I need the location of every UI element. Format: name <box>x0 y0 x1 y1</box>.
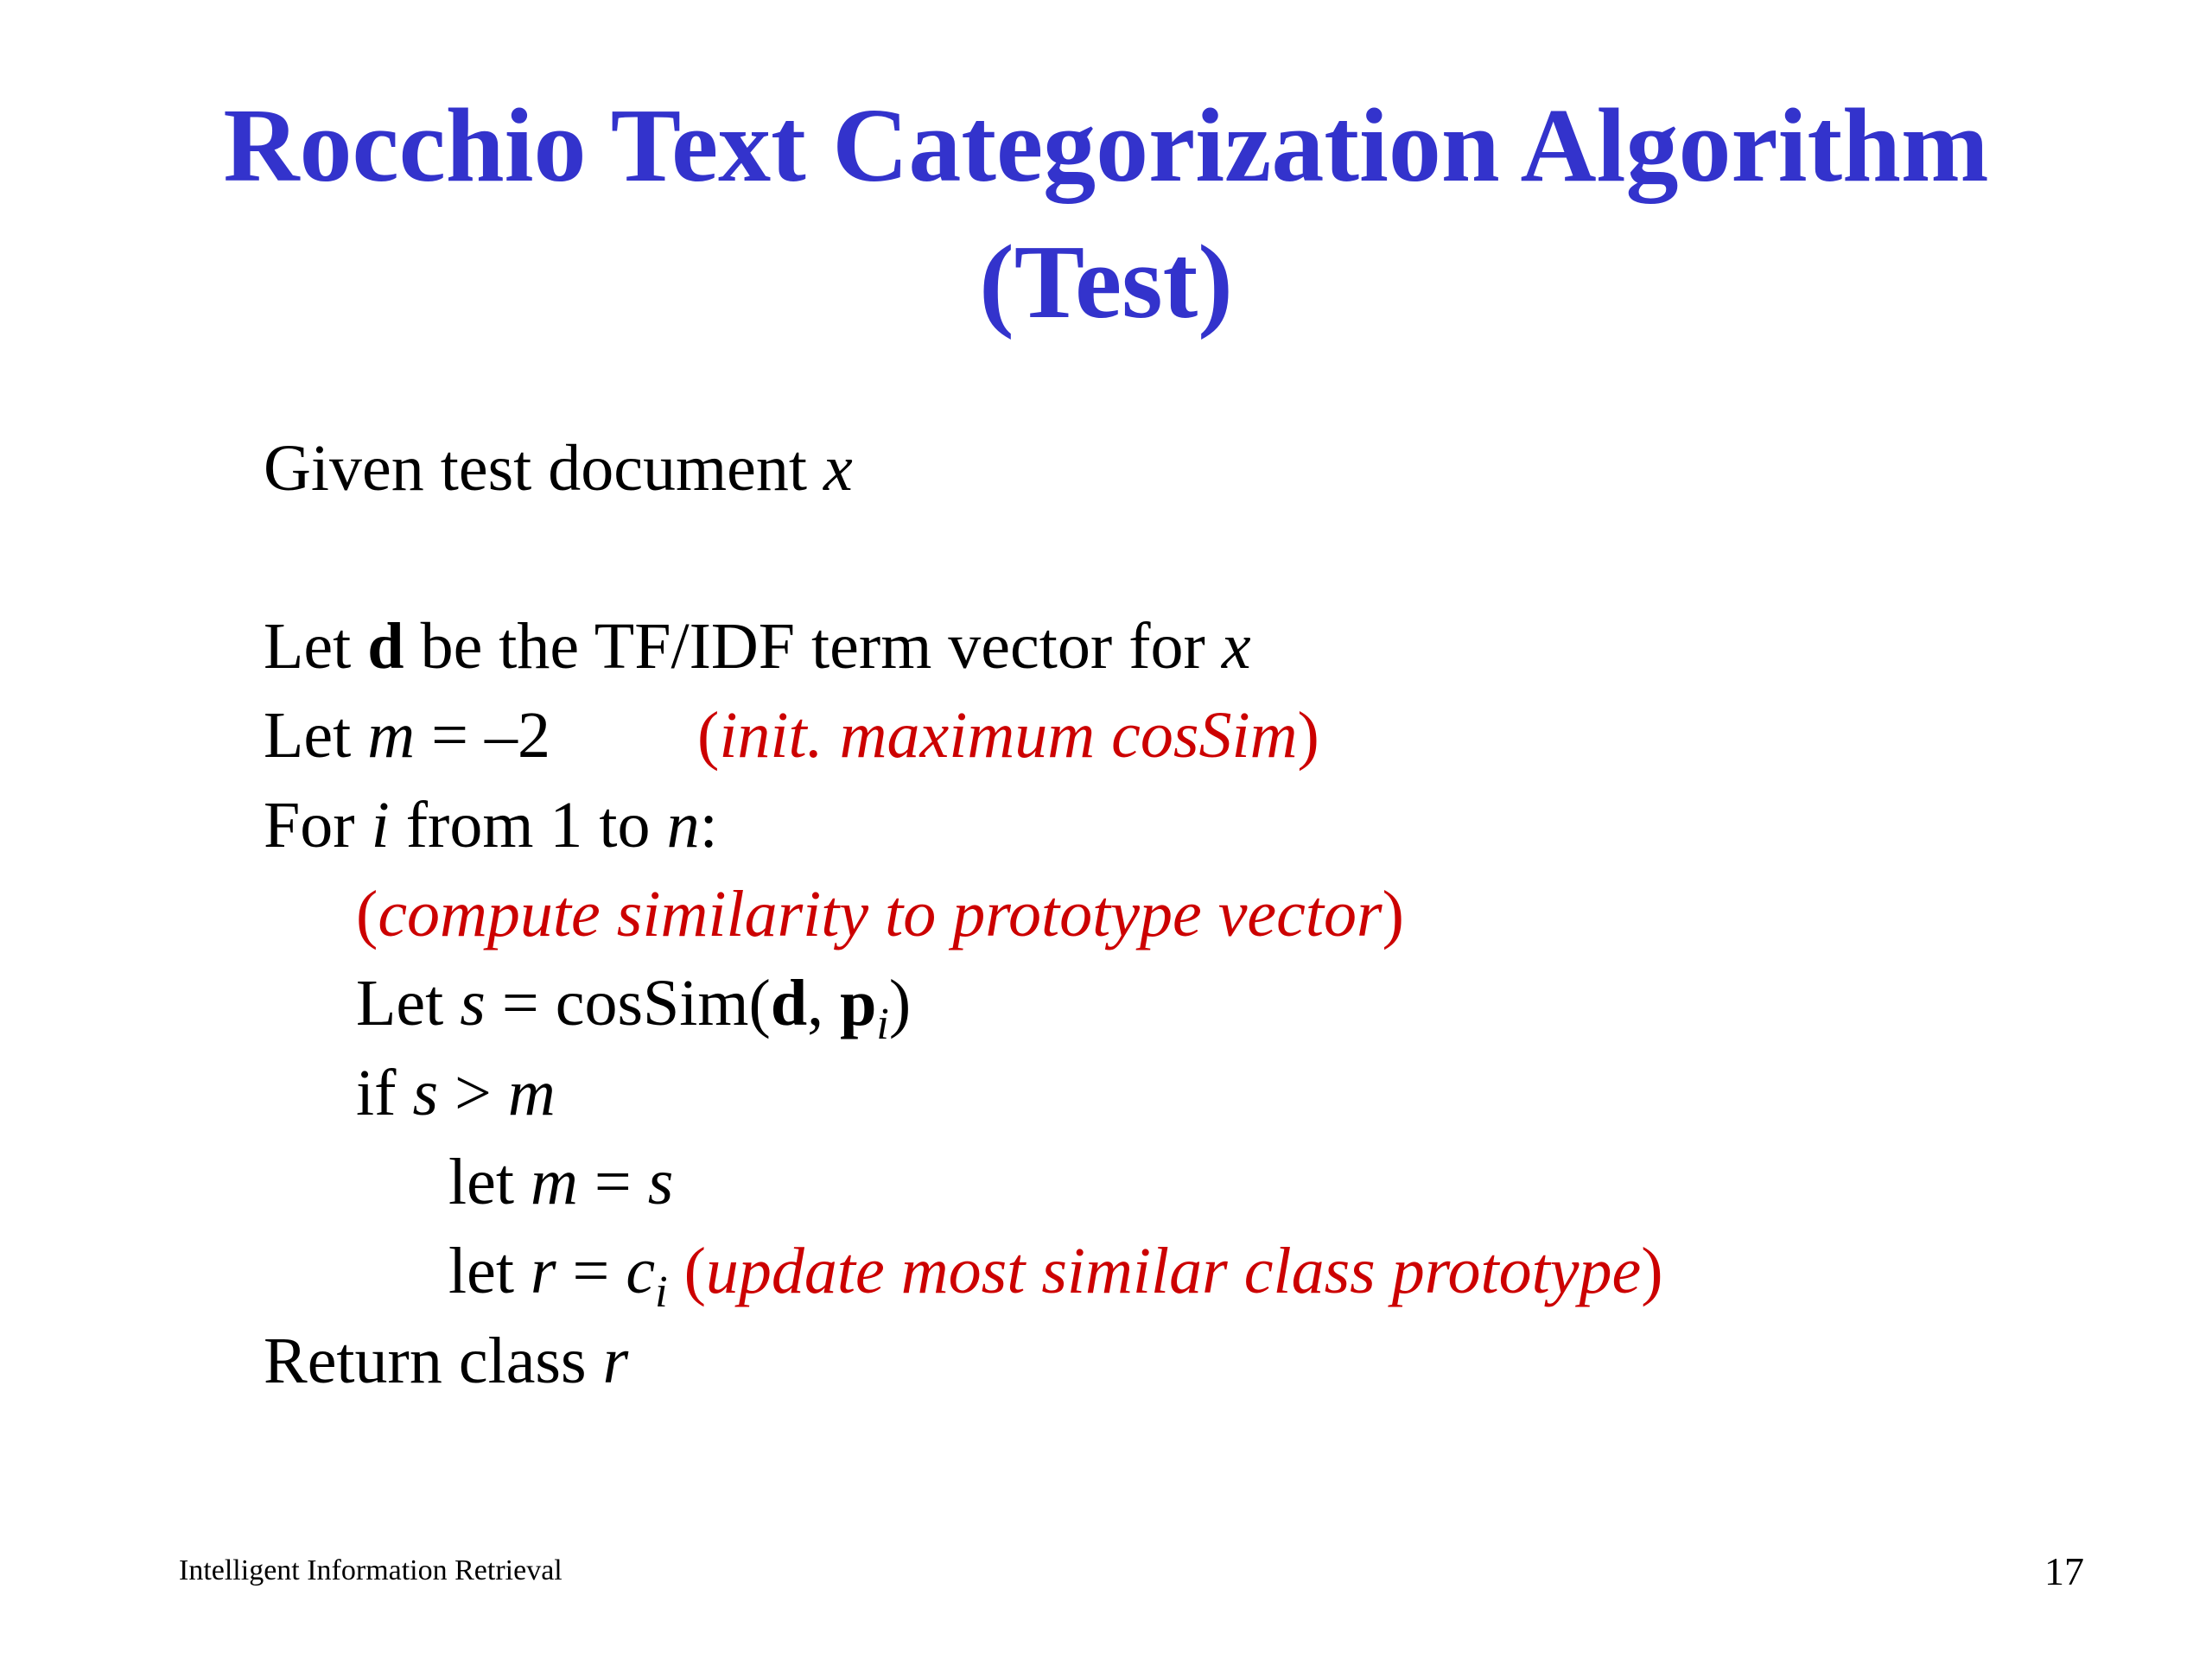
compute-comment <box>356 875 1404 953</box>
comment-open: ( <box>683 1235 706 1307</box>
let-m-line <box>264 696 550 774</box>
var-s: s <box>647 1146 674 1218</box>
comment-text: init. maximum cosSim <box>719 699 1298 772</box>
let-keyword: Let <box>264 699 368 772</box>
var-r: r <box>530 1235 556 1307</box>
for-line <box>264 786 718 864</box>
let-d-var: x <box>1221 610 1251 683</box>
let-d-line <box>264 607 1251 685</box>
comment-open: ( <box>356 878 378 950</box>
var-s: s <box>460 967 486 1039</box>
vector-d: d <box>770 967 808 1039</box>
let-m-s-line <box>448 1143 673 1221</box>
footer-course-title: Intelligent Information Retrieval <box>179 1554 563 1586</box>
equals: = <box>556 1235 626 1307</box>
comment-close: ) <box>1641 1235 1663 1307</box>
vector-d: d <box>367 610 404 683</box>
let-r-line <box>448 1232 1663 1317</box>
comment-open: ( <box>697 699 720 772</box>
let-m-rest: = –2 <box>415 699 551 772</box>
var-c: c <box>626 1235 656 1307</box>
subscript-i: i <box>876 1000 889 1049</box>
comment-close: ) <box>1382 878 1404 950</box>
page-number: 17 <box>2044 1549 2084 1593</box>
var-m: m <box>367 699 416 772</box>
close-paren: ) <box>888 967 912 1039</box>
for-mid: from 1 to <box>389 789 667 861</box>
given-line <box>264 429 853 507</box>
let-keyword: Let <box>356 967 461 1039</box>
for-colon: : <box>699 789 718 861</box>
var-n: n <box>666 789 700 861</box>
title-line-2: (Test) <box>979 224 1233 340</box>
comment-text: compute similarity to prototype vector <box>378 878 1382 950</box>
var-m: m <box>530 1146 578 1218</box>
cossim-call: = cosSim( <box>485 967 771 1039</box>
given-text: Given test document <box>264 432 823 505</box>
subscript-i: i <box>655 1268 668 1317</box>
return-text: Return class <box>264 1325 603 1397</box>
var-m: m <box>507 1057 556 1129</box>
operator: > <box>438 1057 508 1129</box>
let-keyword: Let <box>264 610 368 683</box>
for-keyword: For <box>264 789 372 861</box>
title-line-1: Rocchio Text Categorization Algorithm <box>223 87 1989 204</box>
comma: , <box>807 967 841 1039</box>
if-line <box>356 1054 556 1132</box>
vector-p: p <box>840 967 877 1039</box>
comment-text: update most similar class prototype <box>705 1235 1642 1307</box>
return-line <box>264 1322 628 1400</box>
init-comment <box>697 696 1319 774</box>
let-keyword: let <box>448 1146 531 1218</box>
if-keyword: if <box>356 1057 413 1129</box>
let-keyword: let <box>448 1235 531 1307</box>
let-s-line <box>356 964 912 1049</box>
comment-close: ) <box>1297 699 1319 772</box>
var-r: r <box>602 1325 629 1397</box>
let-d-rest: be the TF/IDF term vector for <box>404 610 1222 683</box>
given-var: x <box>823 432 853 505</box>
var-i: i <box>371 789 390 861</box>
var-s: s <box>412 1057 439 1129</box>
equals: = <box>577 1146 648 1218</box>
